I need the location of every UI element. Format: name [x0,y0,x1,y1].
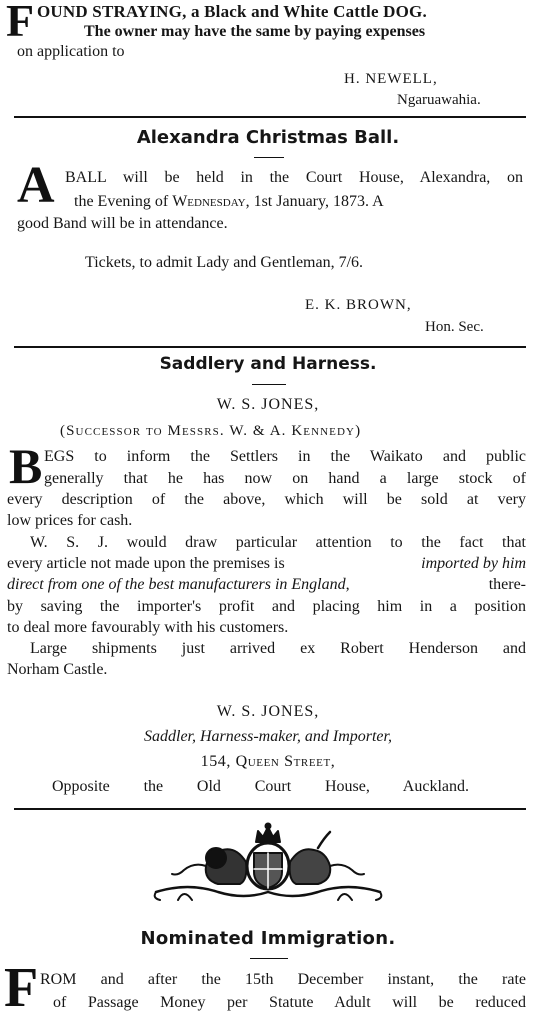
ball-line-2 [74,192,384,212]
ball-heading: Alexandra Christmas Ball. [136,127,400,148]
saddlery-p2-line-2-italic: imported by him [421,555,526,572]
dropcap-a: A [17,157,55,214]
saddlery-p2-line-3 [7,575,526,595]
section-rule [14,346,526,348]
straying-place: Ngaruawahia. [397,92,481,108]
saddlery-heading: Saddlery and Harness. [159,354,377,374]
saddlery-sig-location-text: Opposite the Old Court House, Auckland. [52,778,469,795]
immigration-heading: Nominated Immigration. [140,928,396,949]
saddlery-p1-line-1-text: EGS to inform the Settlers in the Waikato and public [44,448,526,465]
saddlery-p3-line-2: Norham Castle. [7,661,108,678]
heading-dash [250,958,288,959]
ball-line-2-post: 1st January, 1873. A [253,193,384,210]
straying-signature: H. NEWELL, [344,71,438,87]
ball-line-2-pre: the Evening of [74,193,169,210]
saddlery-sig-street: 154, Queen Street, [200,753,336,770]
royal-coat-of-arms-icon [148,822,388,906]
saddlery-p1-line-4: low prices for cash. [7,512,133,529]
ball-line-1-text: BALL will be held in the Court House, Alexandra, on [65,169,523,186]
ball-line-2-day: Wednesday, [172,193,250,210]
saddlery-p1-line-2-text: generally that he has now on hand a large stock of [44,470,526,487]
immigration-line-2-text: of Passage Money per Statute Adult will be reduced [53,994,526,1011]
saddlery-sig-trade: Saddler, Harness-maker, and Importer, [144,728,392,745]
saddlery-p2-line-1 [30,533,526,553]
saddlery-p1-line-3-text: every description of the above, which will be sold at very [7,491,526,508]
saddlery-name: W. S. JONES, [216,396,320,413]
saddlery-p1-line-3 [7,490,526,510]
saddlery-p2-line-5: to deal more favourably with his customers. [7,619,289,636]
dropcap-f: F [6,0,35,46]
saddlery-p2-line-3-post: there- [488,576,526,593]
dropcap-f-2: F [4,957,39,1019]
saddlery-p2-line-2 [7,554,526,574]
saddlery-successor: (Successor to Messrs. W. & A. Kennedy) [60,423,362,439]
immigration-line-2 [53,993,526,1013]
saddlery-p2-line-4-text: by saving the importer's profit and placing him in a position [7,598,526,615]
saddlery-p2-line-1-text: W. S. J. would draw particular attention to the fact that [30,534,526,551]
saddlery-p1-line-2 [44,469,526,489]
saddlery-sig-location [52,777,469,797]
saddlery-p2-line-3-italic: direct from one of the best manufacturers in England, [7,576,350,593]
saddlery-p3-line-1-text: Large shipments just arrived ex Robert Henderson and [30,640,526,657]
straying-line-2: The owner may have the same by paying expenses [84,23,426,40]
saddlery-p3-line-1 [30,639,526,659]
saddlery-p2-line-4 [7,597,526,617]
ball-title: Hon. Sec. [425,319,484,335]
section-rule [14,808,526,810]
heading-dash [254,157,284,158]
straying-line-3: on application to [17,43,125,60]
immigration-line-1-text: ROM and after the 15th December instant, the rate [40,971,526,988]
saddlery-p1-line-1 [44,447,526,467]
ball-line-1 [65,168,523,188]
saddlery-p2-line-2-pre: every article not made upon the premises is [7,555,285,572]
straying-headline: OUND STRAYING, a Black and White Cattle DOG. [37,2,427,21]
dropcap-b: B [9,438,43,494]
ball-tickets: Tickets, to admit Lady and Gentleman, 7/6. [85,254,364,271]
ball-signature: E. K. BROWN, [305,297,412,313]
immigration-line-1 [40,970,526,990]
heading-dash [252,384,286,385]
ball-line-3: good Band will be in attendance. [17,215,228,232]
section-rule [14,116,526,118]
saddlery-sig-name: W. S. JONES, [216,703,320,720]
